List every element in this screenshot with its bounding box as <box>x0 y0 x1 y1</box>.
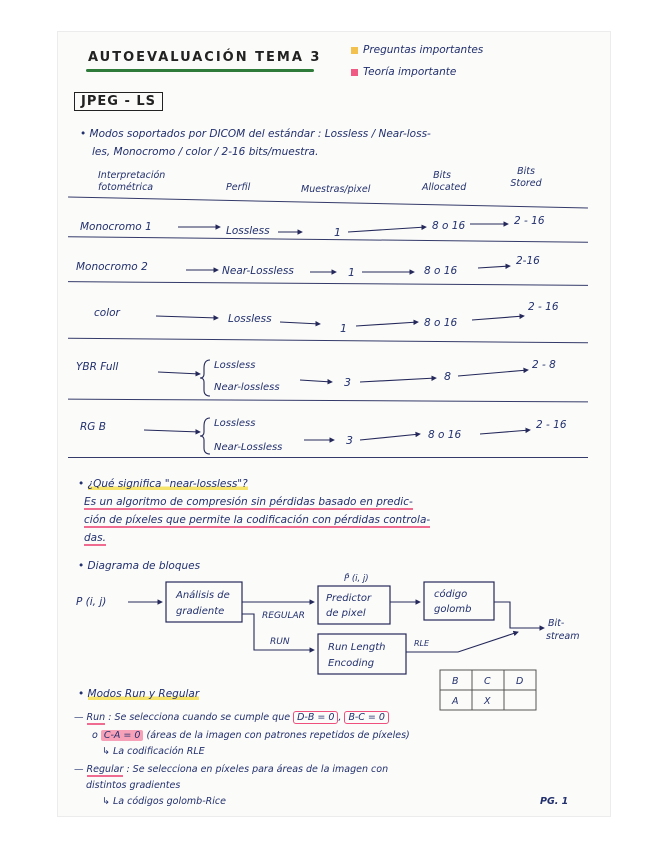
arrow <box>494 602 544 628</box>
run-note: (áreas de la imagen con patrones repetidos de píxeles) <box>146 730 410 741</box>
regular-label: Regular <box>86 764 124 775</box>
arrow <box>360 434 420 440</box>
arrow <box>356 322 418 326</box>
notebook-page <box>58 32 610 816</box>
regular-line-2: distintos gradientes <box>86 780 181 791</box>
grid-cell-d: D <box>516 676 524 687</box>
arrow <box>300 380 332 382</box>
arrow <box>280 322 320 324</box>
intro-line-2: les, Monocromo / color / 2-16 bits/muestra. <box>92 146 319 158</box>
title-underline <box>86 69 314 72</box>
arrow <box>360 378 436 382</box>
golomb-label: código <box>434 589 468 600</box>
row-interp: Monocromo 1 <box>80 221 152 233</box>
row-stored: 2-16 <box>516 255 540 267</box>
legend-yellow-swatch <box>351 47 358 54</box>
intro-text-1: Modos soportados por DICOM del estándar : Lossless / Near-loss- <box>89 128 431 140</box>
run-arrow-text: La codificación RLE <box>112 746 205 757</box>
condition-bc: B-C = 0 <box>344 711 388 724</box>
intro-line-1: • Modos soportados por DICOM del estándar : Lossless / Near-loss- <box>80 128 431 140</box>
legend-questions-label: Preguntas importantes <box>363 44 484 56</box>
arrow <box>144 430 200 432</box>
answer-text-2: ción de píxeles que permite la codificación con pérdidas controla- <box>84 514 431 526</box>
predictor-label: de pixel <box>326 608 366 619</box>
brace <box>200 360 210 396</box>
legend-theory-label: Teoría importante <box>363 66 457 78</box>
legend-pink-swatch <box>351 69 358 76</box>
row-interp: color <box>94 307 120 319</box>
arrow <box>348 227 426 232</box>
golomb-label: golomb <box>434 604 472 615</box>
row-stored: 2 - 8 <box>532 359 556 371</box>
page-number: PG. 1 <box>540 796 569 807</box>
regular-arrow-line: ↳ La códigos golomb-Rice <box>102 796 226 807</box>
gradient-label: gradiente <box>176 606 225 617</box>
row-allocated: 8 o 16 <box>432 220 466 232</box>
neighbour-grid <box>436 668 546 712</box>
header-interpretacion: Interpretación fotométrica <box>98 170 166 193</box>
header-bits-stored: Bits Stored <box>510 166 542 189</box>
run-label: Run <box>86 712 106 723</box>
row-stored: 2 - 16 <box>514 215 545 227</box>
row-interp: RG B <box>80 421 106 433</box>
regular-line: — Regular : Se selecciona en píxeles para áreas de la imagen con <box>74 764 389 775</box>
row-samples: 1 <box>340 322 347 335</box>
modes-heading: • Modos Run y Regular <box>78 688 200 700</box>
row-allocated: 8 o 16 <box>424 265 458 277</box>
output-label: stream <box>546 631 580 642</box>
answer-text-3: das. <box>84 532 106 544</box>
brace <box>200 418 210 454</box>
row-profile: Near-Lossless <box>222 265 294 277</box>
section-box-jpeg-ls: JPEG - LS <box>74 92 163 111</box>
condition-ca: C-A = 0 <box>101 730 144 741</box>
grid-cell-b: B <box>452 676 459 687</box>
label-run: RUN <box>270 637 290 647</box>
row-interp: YBR Full <box>76 361 119 373</box>
header-perfil: Perfil <box>226 182 251 193</box>
row-allocated: 8 <box>444 370 451 383</box>
label-regular: REGULAR <box>262 611 305 621</box>
row-samples: 1 <box>348 266 355 279</box>
modes-heading-text: Modos Run y Regular <box>87 688 200 700</box>
row-stored: 2 - 16 <box>528 301 559 313</box>
row-allocated: 8 o 16 <box>424 317 458 329</box>
answer-line-3 <box>84 532 106 544</box>
run-text: : Se selecciona cuando se cumple que <box>108 712 291 723</box>
rle-label: Encoding <box>328 658 375 669</box>
label-rle: RLE <box>414 639 430 648</box>
legend-theory <box>351 66 456 78</box>
question-line: • ¿Qué significa "near-lossless"? <box>78 478 248 490</box>
grid-cell-x: X <box>484 696 491 707</box>
row-allocated: 8 o 16 <box>428 429 462 441</box>
arrow <box>478 266 510 268</box>
predictor-label: Predictor <box>326 593 372 604</box>
grid-cell-c: C <box>484 676 491 687</box>
row-samples: 1 <box>334 226 341 239</box>
legend-questions <box>351 44 483 56</box>
arrow <box>472 316 524 320</box>
row-samples: 3 <box>346 434 353 447</box>
run-arrow-line: ↳ La codificación RLE <box>102 746 205 757</box>
rle-label: Run Length <box>328 642 386 653</box>
question-text: ¿Qué significa "near-lossless"? <box>87 478 248 490</box>
condition-db: D-B = 0 <box>293 711 338 724</box>
answer-text-1: Es un algoritmo de compresión sin pérdidas basado en predic- <box>84 496 413 508</box>
table-row <box>76 255 540 279</box>
gradient-label: Análisis de <box>176 590 230 601</box>
header-bits-allocated: Bits Allocated <box>422 170 467 193</box>
grid-cell-a: A <box>452 696 459 707</box>
run-line: — Run : Se selecciona cuando se cumple que D-B = 0 , B-C = 0 <box>74 712 389 723</box>
row-profile: Lossless <box>214 418 256 429</box>
row-profile: Lossless <box>226 225 270 237</box>
table-row <box>80 418 567 454</box>
answer-line-1 <box>84 496 413 508</box>
header-muestras: Muestras/pixel <box>301 184 371 195</box>
row-profile: Near-lossless <box>214 382 280 393</box>
table-rows-svg <box>58 202 610 462</box>
diagram-input: P (i, j) <box>76 596 107 608</box>
arrow <box>458 370 528 376</box>
row-samples: 3 <box>344 376 351 389</box>
row-profile: Lossless <box>228 313 272 325</box>
table-row <box>80 215 545 239</box>
regular-arrow-text: La códigos golomb-Rice <box>112 796 226 807</box>
regular-text: : Se selecciona en píxeles para áreas de la imagen con <box>126 764 389 775</box>
run-line-2: o C-A = 0 (áreas de la imagen con patrones repetidos de píxeles) <box>92 730 410 741</box>
arrow <box>156 316 218 318</box>
output-label: Bit- <box>548 618 565 629</box>
row-interp: Monocromo 2 <box>76 261 148 273</box>
answer-line-2 <box>84 514 430 526</box>
diagram-heading: • Diagrama de bloques <box>78 560 201 572</box>
row-profile: Lossless <box>214 360 256 371</box>
diagram-heading-text: Diagrama de bloques <box>87 560 201 572</box>
table-row <box>76 359 556 396</box>
arrow <box>158 372 200 374</box>
table-row <box>94 301 559 335</box>
label-pred: P̂ (i, j) <box>344 574 369 584</box>
page-title: AUTOEVALUACIÓN TEMA 3 <box>88 50 322 65</box>
row-profile: Near-Lossless <box>214 442 283 453</box>
row-stored: 2 - 16 <box>536 419 567 431</box>
arrow <box>480 430 530 434</box>
